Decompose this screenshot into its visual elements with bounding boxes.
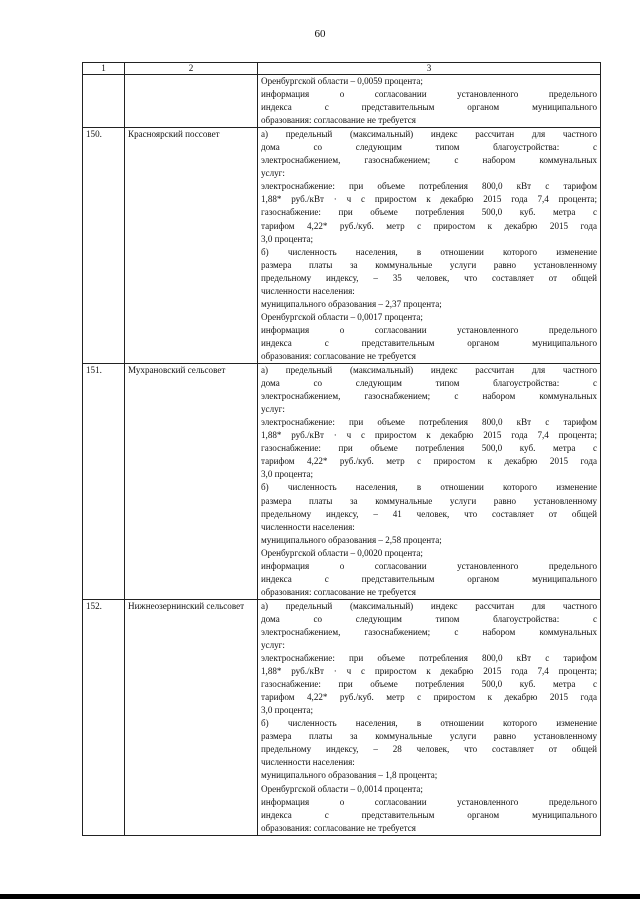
text-line: 1,88* руб./кВт · ч с приростом к декабрю 2015 года 7,4 процента;	[261, 666, 597, 677]
text-line: муниципального образования – 1,8 процента;	[261, 770, 438, 781]
text-line: б) численность населения, в отношении которого изменение	[261, 246, 597, 257]
table-row	[83, 599, 601, 835]
text-line: Оренбургской области – 0,0014 процента;	[261, 783, 423, 794]
text-line: б) численность населения, в отношении которого изменение	[261, 718, 597, 729]
text-line: 3,0 процента;	[261, 233, 314, 244]
text-line: электроснабжением, газоснабжением; с набором коммунальных	[261, 155, 597, 166]
text-line: образования: согласование не требуется	[261, 115, 416, 126]
text-line: образования: согласование не требуется	[261, 822, 416, 833]
continuation-number-cell	[83, 75, 125, 128]
text-line: электроснабжением, газоснабжением; с набором коммунальных	[261, 391, 597, 402]
row-number: 150.	[83, 128, 125, 364]
text-line: информация о согласовании установленного предельного	[261, 324, 597, 335]
text-line: дома со следующим типом благоустройства: с	[261, 378, 597, 389]
text-line: а) предельный (максимальный) индекс рассчитан для частного	[261, 600, 597, 611]
text-line: информация о согласовании установленного предельного	[261, 796, 597, 807]
continuation-text-cell	[258, 75, 601, 128]
text-line: Оренбургской области – 0,0020 процента;	[261, 547, 423, 558]
table-header-row	[83, 63, 601, 75]
text-line: газоснабжение: при объеме потребления 500,0 куб. метра с	[261, 443, 597, 454]
text-line: 1,88* руб./кВт · ч с приростом к декабрю 2015 года 7,4 процента;	[261, 194, 597, 205]
text-line: электроснабжение: при объеме потребления 800,0 кВт с тарифом	[261, 417, 597, 428]
text-line: индекса с представительным органом муниципального	[261, 102, 597, 113]
text-line: индекса с представительным органом муниципального	[261, 573, 597, 584]
continuation-name-cell	[125, 75, 258, 128]
scan-edge-bar	[0, 894, 640, 899]
text-line: предельному индексу, – 28 человек, что составляет от общей	[261, 744, 597, 755]
text-line: электроснабжением, газоснабжением; с набором коммунальных	[261, 626, 597, 637]
text-line: образования: согласование не требуется	[261, 350, 416, 361]
text-line: размера платы за коммунальные услуги равно установленному	[261, 495, 597, 506]
index-table	[82, 62, 601, 836]
text-line: информация о согласовании установленного предельного	[261, 560, 597, 571]
text-line: б) численность населения, в отношении которого изменение	[261, 482, 597, 493]
index-description	[258, 599, 601, 835]
text-line: предельному индексу, – 41 человек, что составляет от общей	[261, 508, 597, 519]
text-line: тарифом 4,22* руб./куб. метр с приростом к декабрю 2015 года	[261, 220, 597, 231]
text-line: Оренбургской области – 0,0059 процента;	[261, 76, 423, 86]
index-description	[258, 128, 601, 364]
column-header-municipality: 2	[125, 63, 258, 75]
text-line: дома со следующим типом благоустройства: с	[261, 613, 597, 624]
municipality-name: Нижнеозернинский сельсовет	[125, 599, 258, 835]
continuation-row	[83, 75, 601, 128]
text-line: численности населения:	[261, 285, 355, 296]
text-line: муниципального образования – 2,58 процента;	[261, 534, 442, 545]
text-line: а) предельный (максимальный) индекс рассчитан для частного	[261, 365, 597, 376]
index-description	[258, 364, 601, 600]
text-line: услуг:	[261, 404, 285, 415]
text-line: газоснабжение: при объеме потребления 500,0 куб. метра с	[261, 679, 597, 690]
text-line: численности населения:	[261, 521, 355, 532]
text-line: услуг:	[261, 168, 285, 179]
table-row	[83, 364, 601, 600]
text-line: электроснабжение: при объеме потребления 800,0 кВт с тарифом	[261, 653, 597, 664]
column-header-description: 3	[258, 63, 601, 75]
municipality-name: Мухрановский сельсовет	[125, 364, 258, 600]
text-line: индекса с представительным органом муниципального	[261, 809, 597, 820]
row-number: 152.	[83, 599, 125, 835]
text-line: услуг:	[261, 640, 285, 651]
text-line: образования: согласование не требуется	[261, 586, 416, 597]
text-line: электроснабжение: при объеме потребления 800,0 кВт с тарифом	[261, 181, 597, 192]
text-line: муниципального образования – 2,37 процента;	[261, 298, 442, 309]
text-line: тарифом 4,22* руб./куб. метр с приростом к декабрю 2015 года	[261, 456, 597, 467]
text-line: газоснабжение: при объеме потребления 500,0 куб. метра с	[261, 207, 597, 218]
text-line: 3,0 процента;	[261, 469, 314, 480]
text-line: размера платы за коммунальные услуги равно установленному	[261, 259, 597, 270]
text-line: 3,0 процента;	[261, 705, 314, 716]
text-line: предельному индексу, – 35 человек, что составляет от общей	[261, 272, 597, 283]
text-line: Оренбургской области – 0,0017 процента;	[261, 311, 423, 322]
row-number: 151.	[83, 364, 125, 600]
table-row	[83, 128, 601, 364]
text-line: информация о согласовании установленного предельного	[261, 89, 597, 100]
text-line: размера платы за коммунальные услуги равно установленному	[261, 731, 597, 742]
text-line: индекса с представительным органом муниципального	[261, 337, 597, 348]
text-line: тарифом 4,22* руб./куб. метр с приростом к декабрю 2015 года	[261, 692, 597, 703]
text-line: дома со следующим типом благоустройства: с	[261, 142, 597, 153]
municipality-name: Красноярский поссовет	[125, 128, 258, 364]
text-line: а) предельный (максимальный) индекс рассчитан для частного	[261, 129, 597, 140]
text-line: численности населения:	[261, 757, 355, 768]
page-number: 60	[314, 28, 326, 40]
text-line: 1,88* руб./кВт · ч с приростом к декабрю 2015 года 7,4 процента;	[261, 430, 597, 441]
column-header-number: 1	[83, 63, 125, 75]
